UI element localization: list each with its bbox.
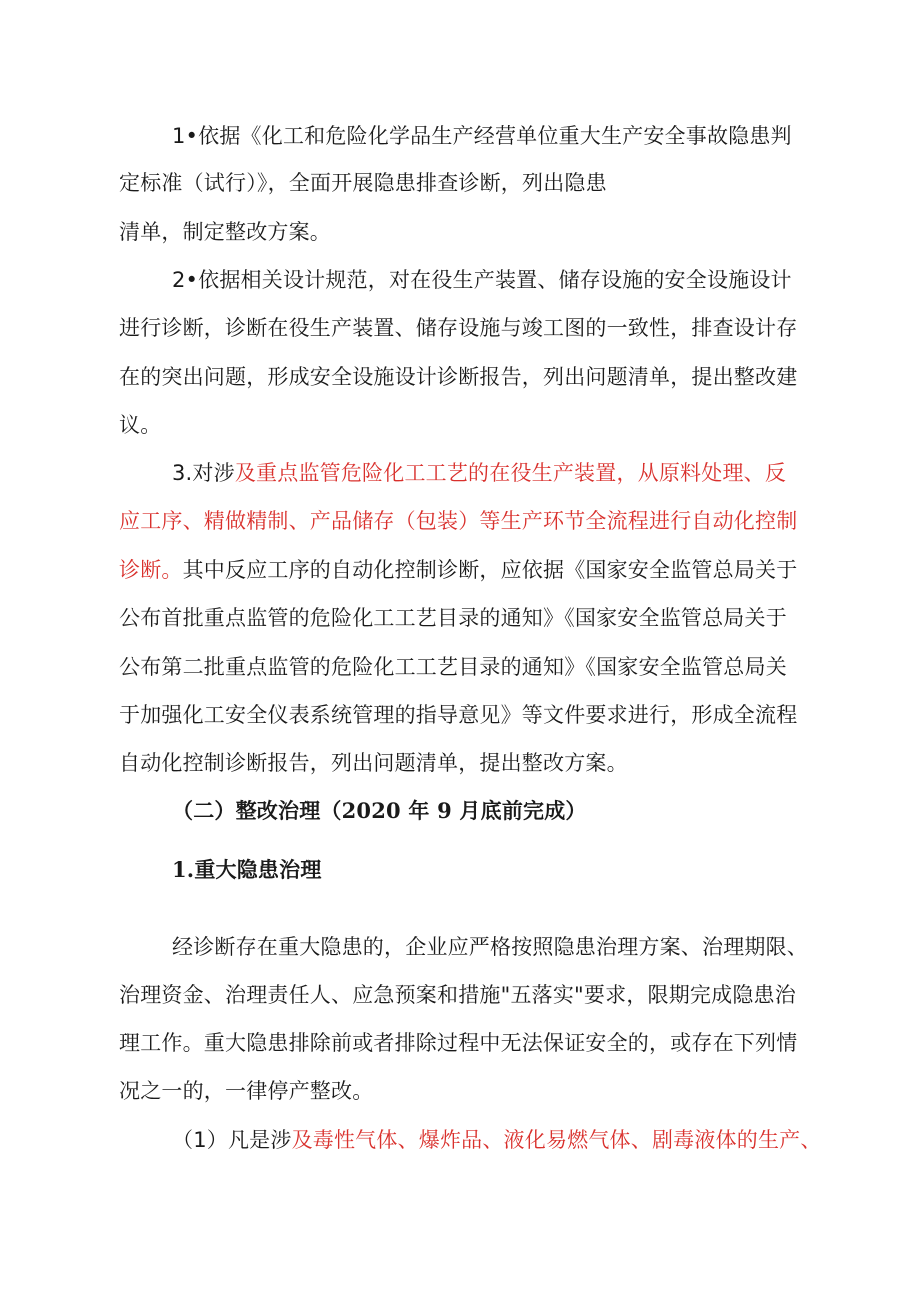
para3-line6: 于加强化工安全仪表系统管理的指导意见》等文件要求进行，形成全流程 <box>119 703 798 727</box>
para5-line1 <box>172 1125 822 1155</box>
para4-line1: 经诊断存在重大隐患的，企业应严格按照隐患治理方案、治理期限、 <box>172 935 808 959</box>
section-heading-2-year: 2020 <box>341 798 401 823</box>
para3-line3-rest: 其中反应工序的自动化控制诊断，应依据《国家安全监管总局关于 <box>182 558 798 582</box>
subsection-heading-1-text: 重大隐患治理 <box>194 858 322 882</box>
para3-line4: 公布首批重点监管的危险化工工艺目录的通知》《国家安全监管总局关于 <box>119 606 787 630</box>
para1-line3: 清单，制定整改方案。 <box>119 220 331 244</box>
subsection-heading-1 <box>172 855 322 885</box>
para2-line2: 进行诊断，诊断在役生产装置、储存设施与竣工图的一致性，排查设计存 <box>119 316 798 340</box>
para5-line1-start: （1）凡是涉 <box>172 1128 292 1152</box>
para1-line1: 1•依据《化工和危险化学品生产经营单位重大生产安全事故隐患判 <box>172 124 792 148</box>
section-heading-2-c: 月底前完成） <box>459 799 587 823</box>
para1-line2: 定标准（试行）》，全面开展隐患排查诊断，列出隐患 <box>119 171 607 195</box>
para2-line3: 在的突出问题，形成安全设施设计诊断报告，列出问题清单，提出整改建 <box>119 365 798 389</box>
para3-line5: 公布第二批重点监管的危险化工工艺目录的通知》《国家安全监管总局关 <box>119 655 787 679</box>
section-heading-2 <box>172 796 587 826</box>
section-heading-2-b: 年 <box>408 799 430 823</box>
para3-line1-start: 3.对涉 <box>172 461 235 485</box>
para3-line1-highlight: 及重点监管危险化工工艺的在役生产装置，从原料处理、反 <box>234 461 787 485</box>
para3-line7: 自动化控制诊断报告，列出问题清单，提出整改方案。 <box>119 751 628 775</box>
para5-line1-highlight: 及毒性气体、爆炸品、液化易燃气体、剧毒液体的生产、 <box>291 1128 822 1152</box>
para3-line1 <box>172 458 786 488</box>
section-heading-2-a: （二）整改治理（ <box>172 799 342 823</box>
section-heading-2-month: 9 <box>437 798 452 823</box>
subsection-heading-1-num: 1. <box>172 857 195 882</box>
para3-line2: 应工序、精做精制、产品储存（包装）等生产环节全流程进行自动化控制 <box>119 509 798 533</box>
para4-line2: 治理资金、治理责任人、应急预案和措施"五落实"要求，限期完成隐患治 <box>119 983 796 1007</box>
para4-line4: 况之一的，一律停产整改。 <box>119 1079 374 1103</box>
para4-line3: 理工作。重大隐患排除前或者排除过程中无法保证安全的，或存在下列情 <box>119 1031 798 1055</box>
para2-line1: 2•依据相关设计规范，对在役生产装置、储存设施的安全设施设计 <box>172 268 792 292</box>
para3-line3 <box>119 555 797 585</box>
para3-line3-highlight: 诊断。 <box>119 558 183 582</box>
para2-line4: 议。 <box>119 413 162 437</box>
